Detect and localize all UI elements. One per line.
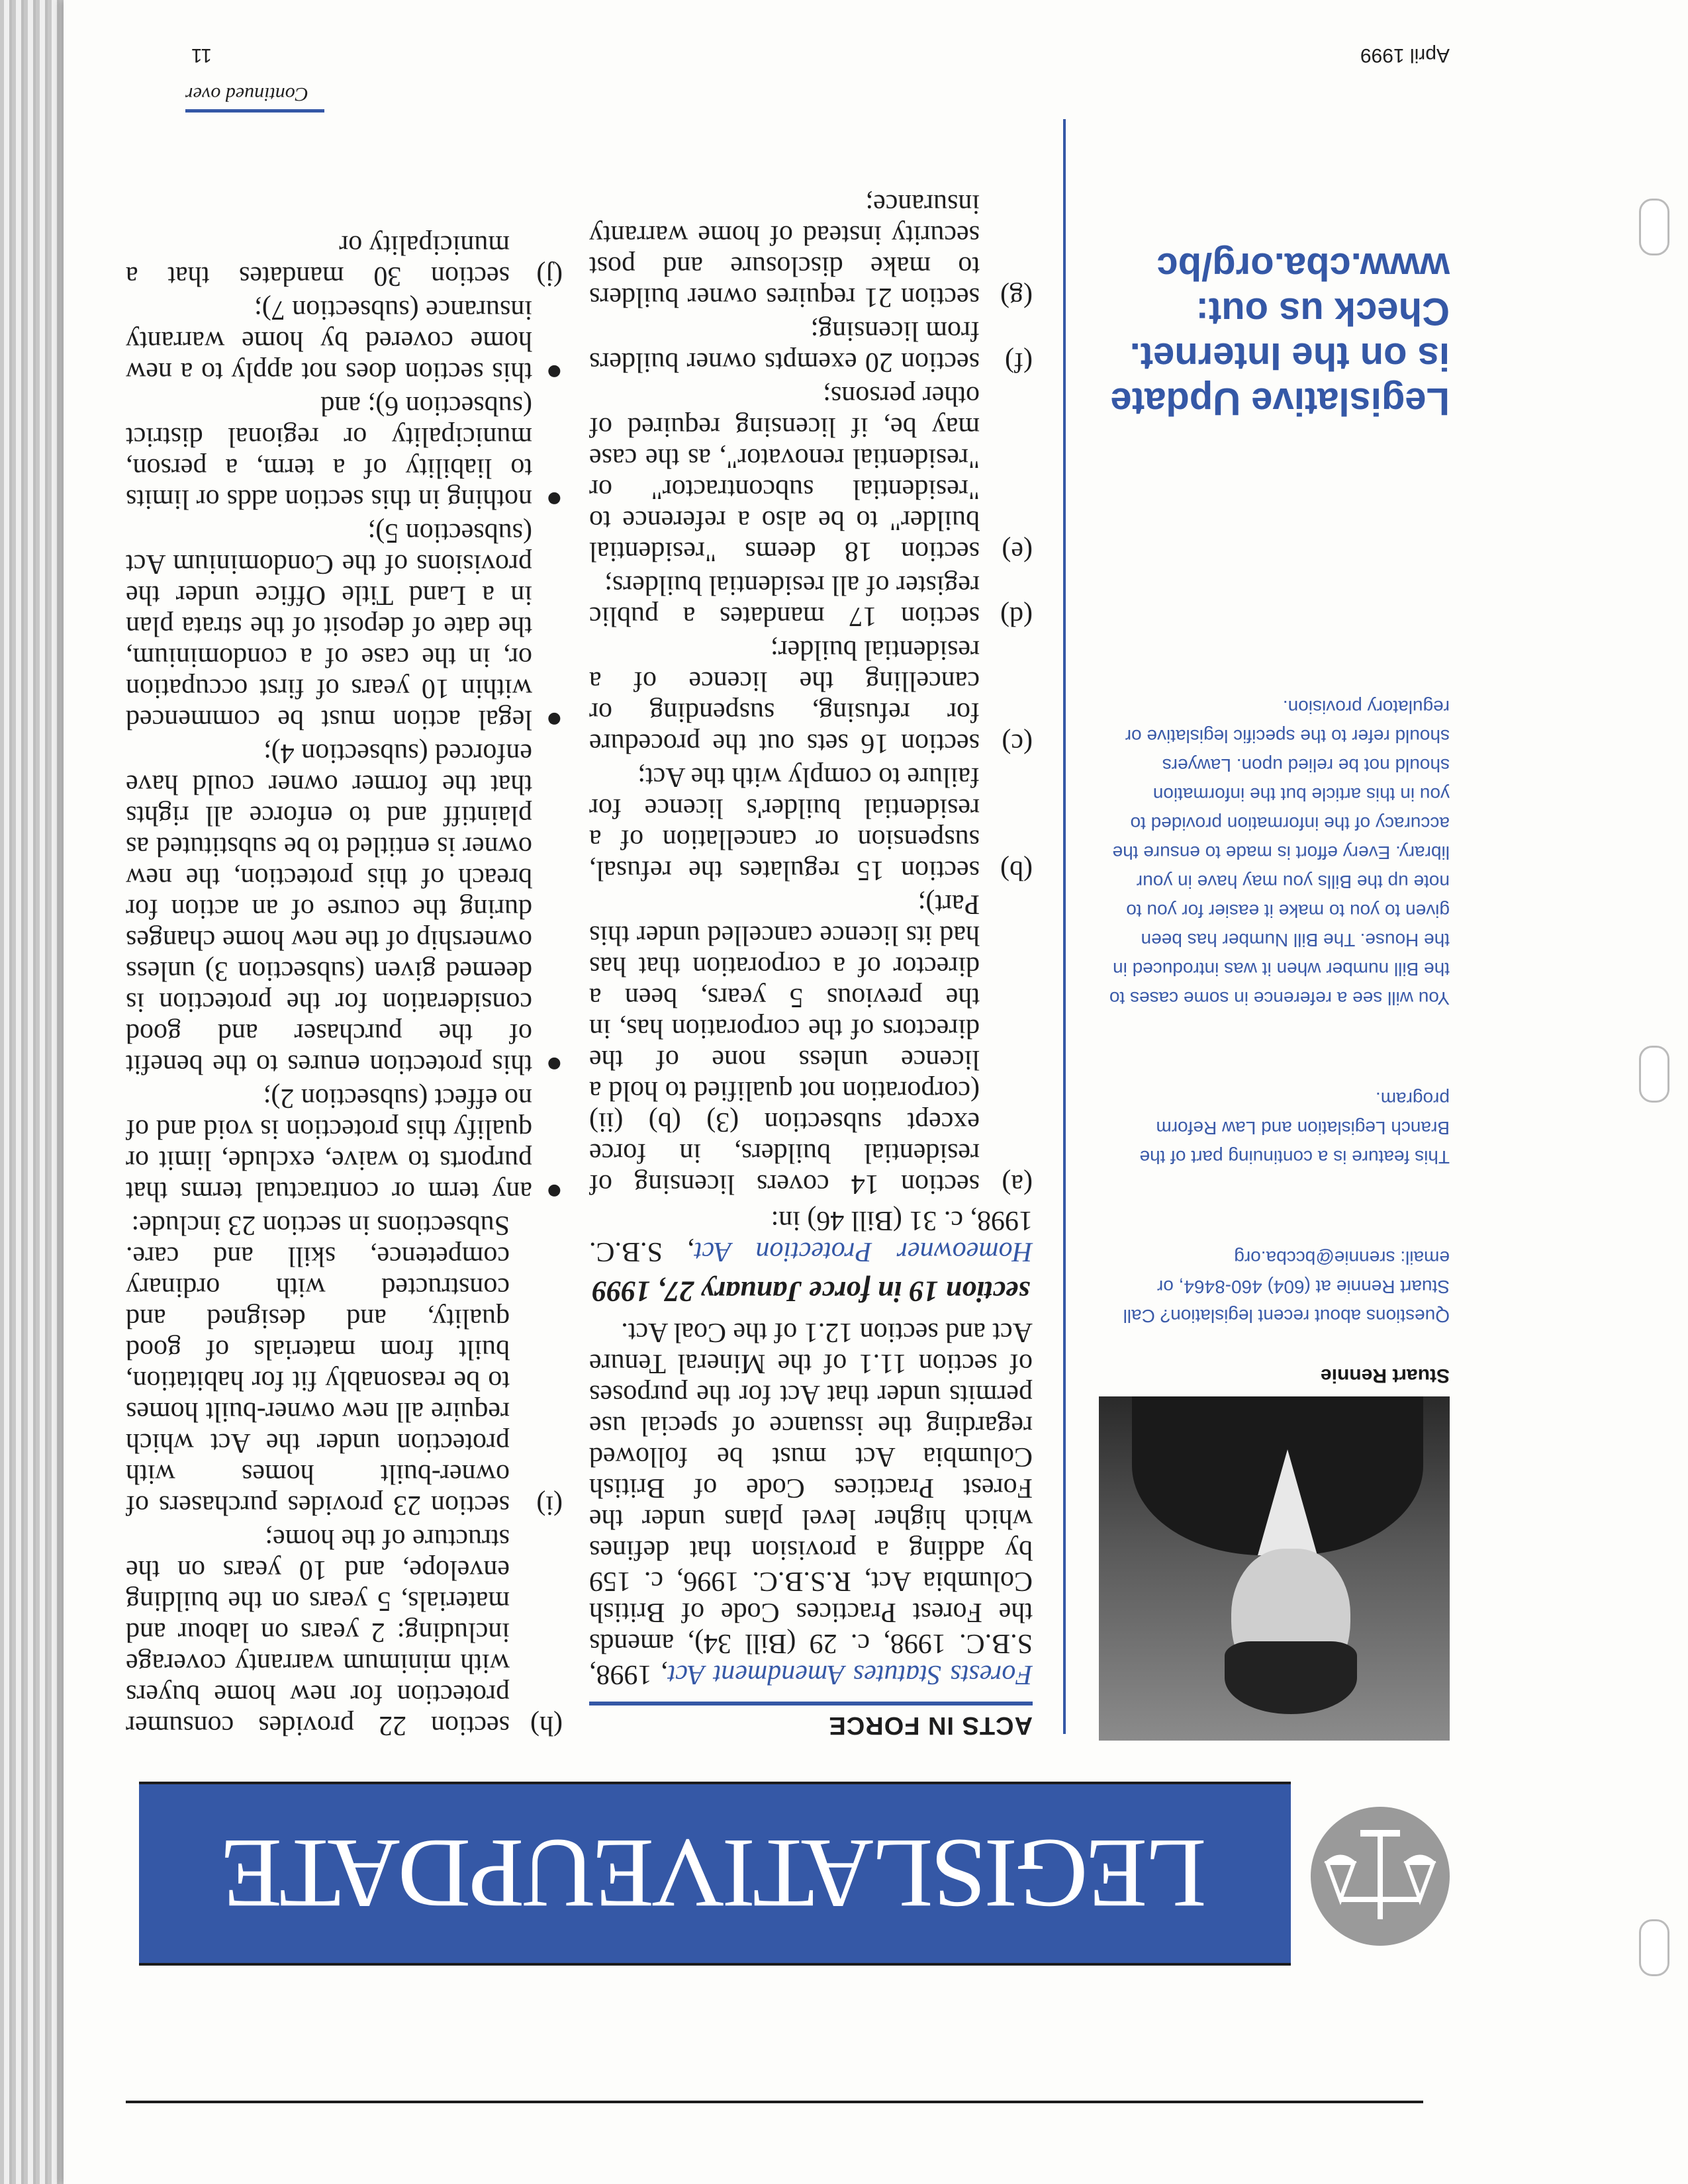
bullet-item: [126, 294, 563, 387]
item-label: (d): [1000, 601, 1033, 631]
list-item: [589, 634, 1033, 758]
in-force-subheading: section 19 in force January 27, 1999: [592, 1275, 1030, 1308]
item-text: section 15 regulates the refusal, suspension or cancellation of a residential builder's licence for failure to comply with the Act;: [589, 762, 980, 886]
bullet-text: legal action must be commenced within 10 years of first occupation or, in the case of a condominium, the date of deposit of the strata plan in a Land Title Office under the provisions of the Condominium Act (subsection 5);: [126, 518, 532, 735]
item-label: (c): [1002, 728, 1033, 758]
item-text: section 22 provides consumer protection for new home buyers with minimum warranty coverage including: 2 years on labour and materials, 5 years on the building envelope, and 10 years on the structure of the home;: [126, 1524, 510, 1741]
item-text: section 18 deems "residential builder" to be also a reference to "residential subcontractor" or "residential renovator", as the case may be, if licensing required of other persons;: [589, 381, 980, 567]
bullet-item: [126, 1082, 563, 1206]
list-item: [589, 315, 1033, 377]
bullet-icon: ●: [545, 357, 563, 387]
masthead-banner: [139, 1782, 1291, 1966]
list-item: [589, 380, 1033, 567]
scales-logo-icon: [1311, 1807, 1450, 1946]
homeowner-act-title: Homeowner Protection Act: [694, 1236, 1033, 1267]
item-label: (a): [1002, 1169, 1033, 1199]
bullet-text: this protection enures to the benefit of the purchaser and good consideration for the protection is deemed given (subsection 3) unless ownership of the new home changes during the course of an action for breach of this protection, the new owner is entitled to be substituted as plaintiff and to enforce all rights that the former owner could have enforced (subsection 4);: [126, 738, 532, 1079]
item-label: (e): [1002, 536, 1033, 567]
item-label: (j): [536, 261, 563, 291]
list-item: [589, 888, 1033, 1199]
footer-date: April 1999: [1360, 44, 1450, 66]
column-2: [126, 226, 563, 1741]
list-item: [126, 1209, 563, 1520]
homeowner-act-paragraph: [589, 1205, 1033, 1267]
bullet-icon: ●: [545, 1049, 563, 1079]
bullet-icon: ●: [545, 484, 563, 514]
author-photo: [1099, 1396, 1450, 1741]
page-number: 11: [191, 44, 212, 66]
item-text: section 17 mandates a public register of all residential builders;: [589, 570, 980, 631]
list-item: [589, 188, 1033, 312]
sidebar-divider: [1063, 119, 1066, 1734]
column-1: [589, 185, 1033, 1741]
top-rule: [126, 2101, 1423, 2103]
bullet-text: nothing in this section adds or limits to liability of a term, a person, municipality or regional district (subsection 6); and: [126, 390, 532, 514]
contact-note: [1105, 1223, 1450, 1330]
scanned-page: [64, 0, 1688, 2184]
masthead-title: LEGISLATIVEUPDATE: [223, 1819, 1207, 1929]
item-text: section 23 provides purchasers of owner-built homes with protection under the Act which require all new owner-built homes to be reasonably fit for habitation, built from materials of good quality, and designed and constructed with ordinary competence, skill and care. Subsections in section 23 include:: [126, 1210, 510, 1520]
forests-act-title: Forests Statutes Amendment Act: [667, 1659, 1033, 1690]
photo-caption: Stuart Rennie: [1320, 1365, 1450, 1387]
continued-over: Continued over: [185, 83, 324, 113]
item-text: section 14 covers licensing of residential builders, in force except subsection (3) (b) (ii)(corporation not qualified to hold a licence unless none of the directors of the corporation has, in the previous 5 years, been a director of a corporation that has had its licence cancelled under this Part);: [589, 889, 980, 1199]
binder-edge: [0, 0, 64, 2184]
section-heading: ACTS IN FORCE: [589, 1702, 1033, 1741]
bullet-icon: ●: [545, 1176, 563, 1206]
bill-note: [1105, 672, 1450, 1013]
page-content-upside-down: [64, 0, 1688, 2184]
contact-text: Questions about recent legislation? Call Stuart Rennie at (604) 460-8464, or email: srennie@bccba.org: [1123, 1248, 1450, 1326]
forests-act-paragraph: [589, 1316, 1033, 1690]
homeowner-act-text: , S.B.C. 1998, c. 31 (Bill 46) in:: [589, 1205, 1033, 1267]
list-item: [589, 761, 1033, 886]
item-label: (b): [1000, 855, 1033, 886]
bullet-item: [126, 737, 563, 1079]
feature-note: [1105, 1064, 1450, 1171]
feature-text: This feature is a continuing part of the Branch Legislation and Law Reform program.: [1139, 1089, 1450, 1167]
item-label: (h): [530, 1710, 563, 1741]
item-text: section 30 mandates that a municipality or: [126, 230, 510, 291]
item-text: section 20 exempts owner builders from licensing;: [589, 316, 980, 377]
bullet-icon: ●: [545, 704, 563, 735]
item-label: (i): [536, 1490, 563, 1520]
list-item: [126, 1523, 563, 1741]
item-text: section 21 requires owner builders to make disclosure and post security instead of home warranty insurance;: [589, 189, 980, 312]
item-label: (g): [1000, 282, 1033, 312]
bill-note-text: You will see a reference in some cases to the Bill number when it was introduced in the House. The Bill Number has been given to you to make it easier for you to note up the Bills you may have in your library. Every effort is made to ensure the accuracy of the information provided to you in this article but the information should not be relied upon. Lawyers should refer to the specific legislative or regulatory provision.: [1109, 697, 1450, 1009]
item-label: (f): [1005, 347, 1033, 377]
item-text: section 16 sets out the procedure for refusing, suspending or cancelling the licence of a residential builder;: [589, 635, 980, 758]
bullet-item: [126, 390, 563, 514]
bullet-text: any term or contractual terms that purports to waive, exclude, limit or qualify this protection is void and of no effect (subsection 2);: [126, 1083, 532, 1206]
forests-act-text: , 1998, S.B.C. 1998, c. 29 (Bill 34), amends the Forest Practices Code of British Columbia Act, R.S.B.C. 1996, c. 159 by adding a provision that defines which higher level plans under the Forest Practices Code of British Columbia Act must be followed regarding the issuance of special use permits under that Act for the purposes of section 11.1 of the Mineral Tenure Act and section 12.1 of the Coal Act.: [588, 1317, 1033, 1690]
bullet-item: [126, 517, 563, 735]
bullet-text: this section does not apply to a new home covered by home warranty insurance (subsection 7);: [126, 295, 532, 387]
list-item: [589, 569, 1033, 631]
list-item: [126, 229, 563, 291]
internet-callout: Legislative Update is on the Internet. Check us out: www.cba.org/bc: [1110, 245, 1450, 423]
